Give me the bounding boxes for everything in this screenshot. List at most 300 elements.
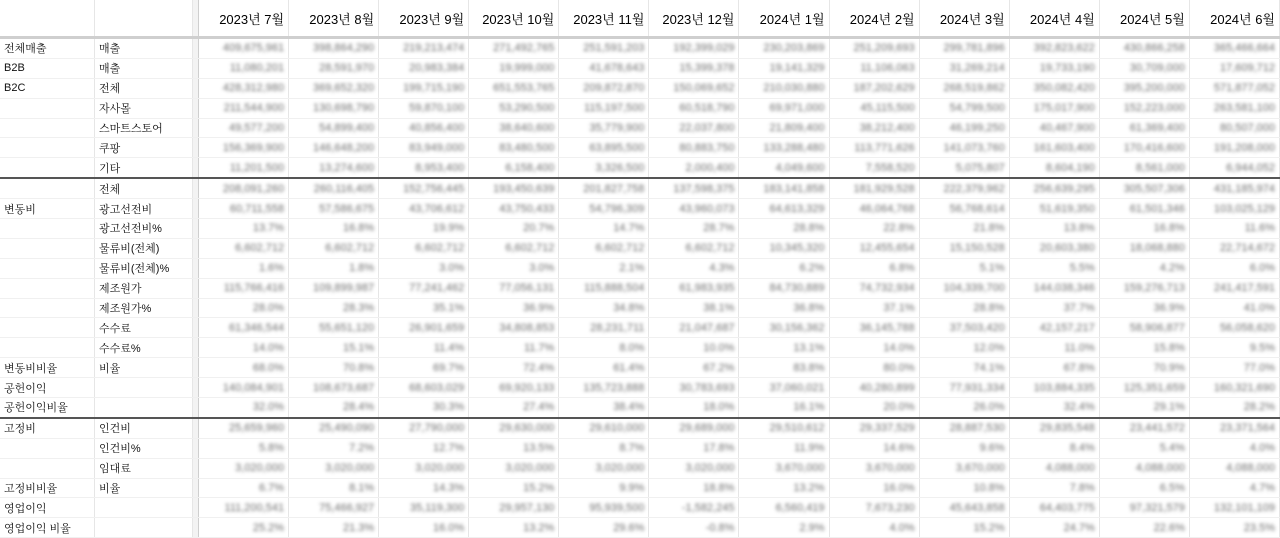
row-group-label[interactable]: 영업이익 비율	[0, 518, 95, 538]
value-cell[interactable]: 6,602,712	[559, 238, 649, 258]
value-cell[interactable]: 70.8%	[289, 358, 379, 378]
row-group-label[interactable]: 고정비	[0, 418, 95, 438]
value-cell[interactable]: 67.8%	[1009, 358, 1099, 378]
value-cell[interactable]: 83,949,000	[379, 138, 469, 158]
value-cell[interactable]: 16.8%	[1099, 219, 1189, 239]
value-cell[interactable]: 125,351,659	[1099, 378, 1189, 398]
value-cell[interactable]: 17,609,712	[1189, 58, 1279, 78]
value-cell[interactable]: 3,670,000	[829, 458, 919, 478]
value-cell[interactable]: 5.1%	[919, 258, 1009, 278]
value-cell[interactable]: 26,901,659	[379, 318, 469, 338]
value-cell[interactable]: 27,790,000	[379, 418, 469, 438]
value-cell[interactable]: 2.1%	[559, 258, 649, 278]
value-cell[interactable]: 30,156,362	[739, 318, 829, 338]
value-cell[interactable]: 56,768,614	[919, 199, 1009, 219]
value-cell[interactable]: 46,064,768	[829, 199, 919, 219]
value-cell[interactable]: 80.0%	[829, 358, 919, 378]
value-cell[interactable]: 64,613,329	[739, 199, 829, 219]
row-group-label[interactable]: B2B	[0, 58, 95, 78]
month-header[interactable]: 2023년 9월	[379, 0, 469, 38]
value-cell[interactable]: 13.1%	[739, 338, 829, 358]
value-cell[interactable]: 208,091,260	[199, 178, 289, 198]
value-cell[interactable]: 8,953,400	[379, 158, 469, 178]
row-item-label[interactable]	[95, 518, 193, 538]
value-cell[interactable]: 35,779,900	[559, 118, 649, 138]
header-corner-b[interactable]	[95, 0, 193, 38]
value-cell[interactable]: 3.0%	[469, 258, 559, 278]
value-cell[interactable]: 6.7%	[199, 478, 289, 498]
value-cell[interactable]: 183,141,858	[739, 178, 829, 198]
row-item-label[interactable]: 제조원가%	[95, 298, 193, 318]
value-cell[interactable]: 15.2%	[469, 478, 559, 498]
value-cell[interactable]: 103,025,129	[1189, 199, 1279, 219]
value-cell[interactable]: 77,056,131	[469, 278, 559, 298]
row-item-label[interactable]: 물류비(전체)%	[95, 258, 193, 278]
value-cell[interactable]: 4.3%	[649, 258, 739, 278]
value-cell[interactable]: 431,185,974	[1189, 178, 1279, 198]
value-cell[interactable]: 54,899,400	[289, 118, 379, 138]
value-cell[interactable]: 38,212,400	[829, 118, 919, 138]
value-cell[interactable]: 29,835,548	[1009, 418, 1099, 438]
value-cell[interactable]: 170,416,600	[1099, 138, 1189, 158]
row-group-label[interactable]: 변동비비율	[0, 358, 95, 378]
value-cell[interactable]: 113,771,626	[829, 138, 919, 158]
value-cell[interactable]: 72.4%	[469, 358, 559, 378]
value-cell[interactable]: 3,020,000	[649, 458, 739, 478]
value-cell[interactable]: 115,888,504	[559, 278, 649, 298]
value-cell[interactable]: 34,808,853	[469, 318, 559, 338]
value-cell[interactable]: 21,047,687	[649, 318, 739, 338]
row-item-label[interactable]: 매출	[95, 38, 193, 59]
month-header[interactable]: 2023년 12월	[649, 0, 739, 38]
month-header[interactable]: 2024년 5월	[1099, 0, 1189, 38]
value-cell[interactable]: 159,276,713	[1099, 278, 1189, 298]
value-cell[interactable]: 59,870,100	[379, 98, 469, 118]
month-header[interactable]: 2024년 2월	[829, 0, 919, 38]
row-group-label[interactable]	[0, 318, 95, 338]
value-cell[interactable]: 83.8%	[739, 358, 829, 378]
value-cell[interactable]: 137,598,375	[649, 178, 739, 198]
value-cell[interactable]: 29,610,000	[559, 418, 649, 438]
value-cell[interactable]: 16.8%	[289, 219, 379, 239]
value-cell[interactable]: 5.5%	[1009, 258, 1099, 278]
value-cell[interactable]: 12,455,654	[829, 238, 919, 258]
row-item-label[interactable]: 비율	[95, 358, 193, 378]
row-item-label[interactable]	[95, 398, 193, 418]
value-cell[interactable]: 3,020,000	[289, 458, 379, 478]
value-cell[interactable]: 31,269,214	[919, 58, 1009, 78]
value-cell[interactable]: 28,591,970	[289, 58, 379, 78]
row-item-label[interactable]: 전체	[95, 178, 193, 198]
value-cell[interactable]: 11,080,201	[199, 58, 289, 78]
value-cell[interactable]: 187,202,629	[829, 78, 919, 98]
value-cell[interactable]: 24.7%	[1009, 518, 1099, 538]
row-group-label[interactable]: 공헌이익	[0, 378, 95, 398]
value-cell[interactable]: 74,732,934	[829, 278, 919, 298]
value-cell[interactable]: 222,379,962	[919, 178, 1009, 198]
value-cell[interactable]: 23,441,572	[1099, 418, 1189, 438]
value-cell[interactable]: 57,586,675	[289, 199, 379, 219]
value-cell[interactable]: 14.3%	[379, 478, 469, 498]
value-cell[interactable]: 8,561,000	[1099, 158, 1189, 178]
value-cell[interactable]: 18.0%	[649, 398, 739, 418]
value-cell[interactable]: 8.4%	[1009, 438, 1099, 458]
month-header[interactable]: 2024년 3월	[919, 0, 1009, 38]
row-group-label[interactable]	[0, 258, 95, 278]
value-cell[interactable]: 25.2%	[199, 518, 289, 538]
row-item-label[interactable]: 기타	[95, 158, 193, 178]
value-cell[interactable]: 29,957,130	[469, 498, 559, 518]
value-cell[interactable]: 16.1%	[739, 398, 829, 418]
value-cell[interactable]: 4.7%	[1189, 478, 1279, 498]
value-cell[interactable]: 35,119,300	[379, 498, 469, 518]
row-item-label[interactable]: 자사몰	[95, 98, 193, 118]
value-cell[interactable]: 29,689,000	[649, 418, 739, 438]
value-cell[interactable]: 54,796,309	[559, 199, 649, 219]
value-cell[interactable]: 211,544,900	[199, 98, 289, 118]
value-cell[interactable]: 46,199,250	[919, 118, 1009, 138]
row-item-label[interactable]: 물류비(전체)	[95, 238, 193, 258]
value-cell[interactable]: 37,060,021	[739, 378, 829, 398]
value-cell[interactable]: 38.4%	[559, 398, 649, 418]
row-group-label[interactable]: 영업이익	[0, 498, 95, 518]
month-header[interactable]: 2024년 1월	[739, 0, 829, 38]
value-cell[interactable]: 201,827,758	[559, 178, 649, 198]
value-cell[interactable]: 29.1%	[1099, 398, 1189, 418]
value-cell[interactable]: 140,084,901	[199, 378, 289, 398]
value-cell[interactable]: 4,049,600	[739, 158, 829, 178]
value-cell[interactable]: 3,670,000	[739, 458, 829, 478]
value-cell[interactable]: 77.0%	[1189, 358, 1279, 378]
row-group-label[interactable]	[0, 338, 95, 358]
value-cell[interactable]: 268,519,862	[919, 78, 1009, 98]
value-cell[interactable]: 20.0%	[829, 398, 919, 418]
value-cell[interactable]: 3,020,000	[469, 458, 559, 478]
row-group-label[interactable]	[0, 219, 95, 239]
value-cell[interactable]: 20,983,384	[379, 58, 469, 78]
value-cell[interactable]: 21.3%	[289, 518, 379, 538]
value-cell[interactable]: 135,723,888	[559, 378, 649, 398]
value-cell[interactable]: 6,158,400	[469, 158, 559, 178]
value-cell[interactable]: 6,560,419	[739, 498, 829, 518]
value-cell[interactable]: 43,750,433	[469, 199, 559, 219]
row-item-label[interactable]: 광고선전비	[95, 199, 193, 219]
value-cell[interactable]: 209,872,870	[559, 78, 649, 98]
value-cell[interactable]: 68,603,029	[379, 378, 469, 398]
value-cell[interactable]: 12.7%	[379, 438, 469, 458]
value-cell[interactable]: 8.7%	[559, 438, 649, 458]
value-cell[interactable]: 22,714,672	[1189, 238, 1279, 258]
value-cell[interactable]: 8.0%	[559, 338, 649, 358]
row-item-label[interactable]: 인건비%	[95, 438, 193, 458]
value-cell[interactable]: 181,929,528	[829, 178, 919, 198]
value-cell[interactable]: 5.4%	[1099, 438, 1189, 458]
value-cell[interactable]: 15.2%	[919, 518, 1009, 538]
value-cell[interactable]: 28.2%	[1189, 398, 1279, 418]
value-cell[interactable]: 54,799,500	[919, 98, 1009, 118]
value-cell[interactable]: 7.8%	[1009, 478, 1099, 498]
value-cell[interactable]: 80,883,750	[649, 138, 739, 158]
month-header[interactable]: 2024년 6월	[1189, 0, 1279, 38]
value-cell[interactable]: 60,711,558	[199, 199, 289, 219]
row-group-label[interactable]: B2C	[0, 78, 95, 98]
value-cell[interactable]: 67.2%	[649, 358, 739, 378]
value-cell[interactable]: 115,766,416	[199, 278, 289, 298]
value-cell[interactable]: 305,507,306	[1099, 178, 1189, 198]
value-cell[interactable]: 161,603,400	[1009, 138, 1099, 158]
value-cell[interactable]: 15,150,528	[919, 238, 1009, 258]
value-cell[interactable]: 12.0%	[919, 338, 1009, 358]
value-cell[interactable]: 11.7%	[469, 338, 559, 358]
value-cell[interactable]: 28.7%	[649, 219, 739, 239]
value-cell[interactable]: 29,337,529	[829, 418, 919, 438]
value-cell[interactable]: 51,619,350	[1009, 199, 1099, 219]
value-cell[interactable]: 409,675,961	[199, 38, 289, 59]
value-cell[interactable]: 111,200,541	[199, 498, 289, 518]
value-cell[interactable]: 152,756,445	[379, 178, 469, 198]
value-cell[interactable]: 3,020,000	[379, 458, 469, 478]
value-cell[interactable]: 95,939,500	[559, 498, 649, 518]
value-cell[interactable]: 398,864,290	[289, 38, 379, 59]
value-cell[interactable]: 58,906,877	[1099, 318, 1189, 338]
value-cell[interactable]: 61,369,400	[1099, 118, 1189, 138]
value-cell[interactable]: 571,877,052	[1189, 78, 1279, 98]
row-item-label[interactable]: 인건비	[95, 418, 193, 438]
value-cell[interactable]: 241,417,591	[1189, 278, 1279, 298]
value-cell[interactable]: 6,602,712	[469, 238, 559, 258]
value-cell[interactable]: 27.4%	[469, 398, 559, 418]
value-cell[interactable]: 193,450,639	[469, 178, 559, 198]
row-group-label[interactable]	[0, 158, 95, 178]
value-cell[interactable]: 64,403,775	[1009, 498, 1099, 518]
value-cell[interactable]: 7,673,230	[829, 498, 919, 518]
value-cell[interactable]: 15.8%	[1099, 338, 1189, 358]
value-cell[interactable]: 40,280,899	[829, 378, 919, 398]
value-cell[interactable]: 108,673,687	[289, 378, 379, 398]
value-cell[interactable]: -1,582,245	[649, 498, 739, 518]
value-cell[interactable]: 152,223,000	[1099, 98, 1189, 118]
value-cell[interactable]: 28.8%	[739, 219, 829, 239]
value-cell[interactable]: 175,017,900	[1009, 98, 1099, 118]
value-cell[interactable]: 28.0%	[199, 298, 289, 318]
value-cell[interactable]: 19,999,000	[469, 58, 559, 78]
value-cell[interactable]: 219,213,474	[379, 38, 469, 59]
value-cell[interactable]: 43,960,073	[649, 199, 739, 219]
value-cell[interactable]: 61,346,544	[199, 318, 289, 338]
value-cell[interactable]: 97,321,579	[1099, 498, 1189, 518]
value-cell[interactable]: 6.2%	[739, 258, 829, 278]
value-cell[interactable]: 35.1%	[379, 298, 469, 318]
value-cell[interactable]: 210,030,880	[739, 78, 829, 98]
value-cell[interactable]: 28.8%	[919, 298, 1009, 318]
value-cell[interactable]: 20,603,380	[1009, 238, 1099, 258]
value-cell[interactable]: 9.6%	[919, 438, 1009, 458]
value-cell[interactable]: 41,678,643	[559, 58, 649, 78]
value-cell[interactable]: 22.8%	[829, 219, 919, 239]
value-cell[interactable]: 13.2%	[469, 518, 559, 538]
row-group-label[interactable]	[0, 298, 95, 318]
value-cell[interactable]: 26.0%	[919, 398, 1009, 418]
value-cell[interactable]: 45,643,858	[919, 498, 1009, 518]
value-cell[interactable]: 11.9%	[739, 438, 829, 458]
value-cell[interactable]: 16.0%	[829, 478, 919, 498]
row-item-label[interactable]: 수수료	[95, 318, 193, 338]
value-cell[interactable]: 28.4%	[289, 398, 379, 418]
row-item-label[interactable]: 스마트스토어	[95, 118, 193, 138]
value-cell[interactable]: 30,783,693	[649, 378, 739, 398]
value-cell[interactable]: 56,058,620	[1189, 318, 1279, 338]
value-cell[interactable]: 4,088,000	[1189, 458, 1279, 478]
value-cell[interactable]: 32.4%	[1009, 398, 1099, 418]
value-cell[interactable]: 251,209,693	[829, 38, 919, 59]
row-group-label[interactable]	[0, 238, 95, 258]
value-cell[interactable]: 350,082,420	[1009, 78, 1099, 98]
value-cell[interactable]: 150,069,652	[649, 78, 739, 98]
value-cell[interactable]: 260,116,405	[289, 178, 379, 198]
value-cell[interactable]: 11,106,063	[829, 58, 919, 78]
value-cell[interactable]: 251,591,203	[559, 38, 649, 59]
value-cell[interactable]: 69,971,000	[739, 98, 829, 118]
value-cell[interactable]: 8.1%	[289, 478, 379, 498]
value-cell[interactable]: 256,639,295	[1009, 178, 1099, 198]
value-cell[interactable]: 77,241,462	[379, 278, 469, 298]
row-item-label[interactable]: 비율	[95, 478, 193, 498]
row-group-label[interactable]	[0, 178, 95, 198]
value-cell[interactable]: 144,038,346	[1009, 278, 1099, 298]
value-cell[interactable]: 230,203,869	[739, 38, 829, 59]
value-cell[interactable]: 6,602,712	[289, 238, 379, 258]
value-cell[interactable]: 14.0%	[829, 338, 919, 358]
row-group-label[interactable]: 변동비	[0, 199, 95, 219]
value-cell[interactable]: 37,503,420	[919, 318, 1009, 338]
value-cell[interactable]: 55,651,120	[289, 318, 379, 338]
value-cell[interactable]: 69.7%	[379, 358, 469, 378]
value-cell[interactable]: 369,652,320	[289, 78, 379, 98]
value-cell[interactable]: 1.8%	[289, 258, 379, 278]
value-cell[interactable]: 23,371,564	[1189, 418, 1279, 438]
value-cell[interactable]: 16.0%	[379, 518, 469, 538]
value-cell[interactable]: 3.0%	[379, 258, 469, 278]
value-cell[interactable]: 32.0%	[199, 398, 289, 418]
value-cell[interactable]: 115,197,500	[559, 98, 649, 118]
value-cell[interactable]: 4.2%	[1099, 258, 1189, 278]
value-cell[interactable]: 23.5%	[1189, 518, 1279, 538]
value-cell[interactable]: 11.4%	[379, 338, 469, 358]
row-item-label[interactable]: 제조원가	[95, 278, 193, 298]
value-cell[interactable]: 392,823,622	[1009, 38, 1099, 59]
value-cell[interactable]: 30.3%	[379, 398, 469, 418]
value-cell[interactable]: 15.1%	[289, 338, 379, 358]
value-cell[interactable]: 10,345,320	[739, 238, 829, 258]
value-cell[interactable]: 19,141,329	[739, 58, 829, 78]
row-item-label[interactable]: 수수료%	[95, 338, 193, 358]
value-cell[interactable]: 11.0%	[1009, 338, 1099, 358]
value-cell[interactable]: 263,581,100	[1189, 98, 1279, 118]
value-cell[interactable]: 19.9%	[379, 219, 469, 239]
row-group-label[interactable]: 고정비비율	[0, 478, 95, 498]
value-cell[interactable]: 13.8%	[1009, 219, 1099, 239]
value-cell[interactable]: 45,115,500	[829, 98, 919, 118]
value-cell[interactable]: 271,492,765	[469, 38, 559, 59]
value-cell[interactable]: 6.5%	[1099, 478, 1189, 498]
value-cell[interactable]: 36.8%	[739, 298, 829, 318]
value-cell[interactable]: 37.1%	[829, 298, 919, 318]
value-cell[interactable]: 29.6%	[559, 518, 649, 538]
value-cell[interactable]: 19,733,190	[1009, 58, 1099, 78]
month-header[interactable]: 2023년 11월	[559, 0, 649, 38]
month-header[interactable]: 2023년 7월	[199, 0, 289, 38]
value-cell[interactable]: 133,288,480	[739, 138, 829, 158]
value-cell[interactable]: 132,101,109	[1189, 498, 1279, 518]
value-cell[interactable]: 365,466,664	[1189, 38, 1279, 59]
value-cell[interactable]: 7,558,520	[829, 158, 919, 178]
value-cell[interactable]: 38,640,600	[469, 118, 559, 138]
value-cell[interactable]: 146,648,200	[289, 138, 379, 158]
value-cell[interactable]: 7.2%	[289, 438, 379, 458]
value-cell[interactable]: 13,274,600	[289, 158, 379, 178]
value-cell[interactable]: 141,073,760	[919, 138, 1009, 158]
value-cell[interactable]: 104,339,700	[919, 278, 1009, 298]
value-cell[interactable]: 28,231,711	[559, 318, 649, 338]
value-cell[interactable]: 61,501,346	[1099, 199, 1189, 219]
value-cell[interactable]: 130,698,790	[289, 98, 379, 118]
value-cell[interactable]: 60,518,790	[649, 98, 739, 118]
value-cell[interactable]: 80,507,000	[1189, 118, 1279, 138]
value-cell[interactable]: 160,321,690	[1189, 378, 1279, 398]
value-cell[interactable]: 70.9%	[1099, 358, 1189, 378]
value-cell[interactable]: 36,145,788	[829, 318, 919, 338]
value-cell[interactable]: 30,709,000	[1099, 58, 1189, 78]
value-cell[interactable]: 40,467,900	[1009, 118, 1099, 138]
value-cell[interactable]: 191,208,000	[1189, 138, 1279, 158]
row-item-label[interactable]: 매출	[95, 58, 193, 78]
value-cell[interactable]: 4,088,000	[1099, 458, 1189, 478]
value-cell[interactable]: 61.4%	[559, 358, 649, 378]
value-cell[interactable]: 6,602,712	[649, 238, 739, 258]
value-cell[interactable]: 6,944,052	[1189, 158, 1279, 178]
value-cell[interactable]: 430,866,258	[1099, 38, 1189, 59]
value-cell[interactable]: 14.0%	[199, 338, 289, 358]
value-cell[interactable]: 428,312,980	[199, 78, 289, 98]
row-item-label[interactable]: 전체	[95, 78, 193, 98]
row-group-label[interactable]	[0, 118, 95, 138]
value-cell[interactable]: 36.9%	[469, 298, 559, 318]
value-cell[interactable]: 13.2%	[739, 478, 829, 498]
value-cell[interactable]: 15,399,378	[649, 58, 739, 78]
month-header[interactable]: 2023년 10월	[469, 0, 559, 38]
value-cell[interactable]: 6,602,712	[379, 238, 469, 258]
value-cell[interactable]: 5.8%	[199, 438, 289, 458]
value-cell[interactable]: 34.8%	[559, 298, 649, 318]
value-cell[interactable]: 22,037,800	[649, 118, 739, 138]
value-cell[interactable]: 10.0%	[649, 338, 739, 358]
value-cell[interactable]: 38.1%	[649, 298, 739, 318]
value-cell[interactable]: 13.7%	[199, 219, 289, 239]
value-cell[interactable]: 21,809,400	[739, 118, 829, 138]
value-cell[interactable]: 13.5%	[469, 438, 559, 458]
value-cell[interactable]: 22.6%	[1099, 518, 1189, 538]
value-cell[interactable]: 42,157,217	[1009, 318, 1099, 338]
value-cell[interactable]: 41.0%	[1189, 298, 1279, 318]
value-cell[interactable]: 77,931,334	[919, 378, 1009, 398]
month-header[interactable]: 2023년 8월	[289, 0, 379, 38]
value-cell[interactable]: 17.8%	[649, 438, 739, 458]
value-cell[interactable]: 36.9%	[1099, 298, 1189, 318]
value-cell[interactable]: 8,604,190	[1009, 158, 1099, 178]
row-group-label[interactable]	[0, 438, 95, 458]
value-cell[interactable]: 109,899,987	[289, 278, 379, 298]
value-cell[interactable]: 6.0%	[1189, 258, 1279, 278]
